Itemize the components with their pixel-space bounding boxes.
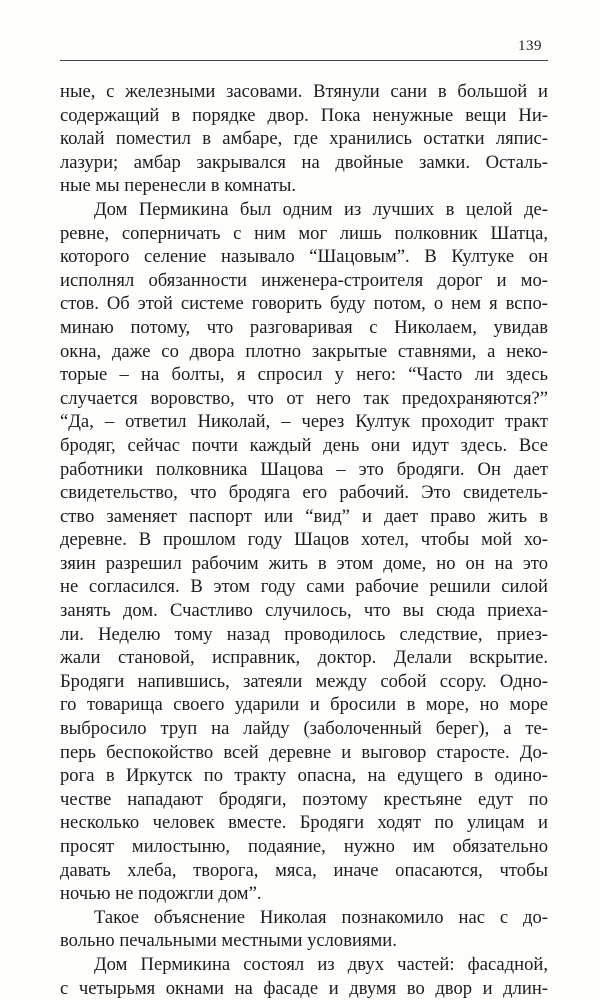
text-line: Дом Пермикина состоял из двух частей: фасадной, <box>94 953 548 975</box>
text-line: Дом Пермикина был одним из лучших в целой де- <box>94 198 548 220</box>
text-line: ные мы перенесли в комнаты. <box>60 175 297 197</box>
text-line: которого селение называло “Шацовым”. В Култуке он <box>60 246 548 268</box>
text-line: свидетельство, что бродяга его рабочий. Это свидетель- <box>60 482 548 504</box>
text-line: ревне, соперничать с ним мог лишь полковник Шатца, <box>60 222 548 244</box>
text-line: случается воровство, что от него так предохраняются?” <box>60 387 548 409</box>
text-line: окна, даже со двора плотно закрытые ставнями, а неко- <box>60 340 548 362</box>
text-line: вольно печальными местными условиями. <box>60 930 397 952</box>
text-line: ли. Неделю тому назад проводилось следствие, приез- <box>60 623 548 645</box>
text-line: ство заменяет паспорт или “вид” и дает право жить в <box>60 505 548 527</box>
text-line: давать хлеба, творога, мяса, иначе опасаются, чтобы <box>60 859 548 881</box>
text-line: работники полковника Шацова – это бродяги. Он дает <box>60 458 548 480</box>
text-line: колай поместил в амбаре, где хранились остатки ляпис- <box>60 128 548 150</box>
text-line: “Да, – ответил Николай, – через Култук проходит тракт <box>60 411 548 433</box>
text-line: минаю потому, что разговаривая с Николаем, увидав <box>60 316 548 338</box>
text-line: лазури; амбар закрывался на двойные замки. Осталь- <box>60 151 548 173</box>
text-line: исполнял обязанности инженера-строителя дорог и мо- <box>60 269 548 291</box>
text-line: бродяг, сейчас почти каждый день они идут здесь. Все <box>60 434 548 456</box>
text-line: жали становой, исправник, доктор. Делали вскрытие. <box>60 647 548 669</box>
text-line: ные, с железными засовами. Втянули сани в большой и <box>60 81 548 102</box>
header-rule <box>60 60 548 61</box>
text-line: честве нападают бродяги, поэтому крестьяне едут по <box>60 788 548 810</box>
text-line: Бродяги напившись, затеяли между собой ссору. Одно- <box>60 670 548 692</box>
text-line: выбросило труп на лайду (заболоченный берег), а те- <box>60 718 548 740</box>
text-line: го товарища своего ударили и бросили в море, но море <box>60 694 548 716</box>
text-line: Такое объяснение Николая познакомило нас с до- <box>94 906 548 928</box>
text-line: рога в Иркутск по тракту опасна, на едущего в одино- <box>60 765 548 787</box>
text-line: стов. Об этой системе говорить буду потом, о нем я вспо- <box>60 293 548 315</box>
body-text <box>60 80 548 1000</box>
text-line: не согласился. В этом году сами рабочие решили силой <box>60 576 548 598</box>
text-line: перь беспокойство всей деревне и выговор старосте. До- <box>60 741 548 763</box>
text-line: зяин разрешил рабочим жить в этом доме, но он на это <box>60 552 548 574</box>
text-line: несколько человек вместе. Бродяги ходят по улицам и <box>60 812 548 834</box>
text-line: ночью не подожгли дом”. <box>60 883 262 905</box>
page-number: 139 <box>518 38 542 54</box>
text-line: торые – на болты, я спросил у него: “Часто ли здесь <box>60 364 548 386</box>
text-line: занять дом. Счастливо случилось, что вы сюда приеха- <box>60 600 548 622</box>
text-line: деревне. В прошлом году Шацов хотел, чтобы мой хо- <box>60 529 548 551</box>
text-line: просят милостыню, подаяние, нужно им обязательно <box>60 836 548 857</box>
text-line: с четырьмя окнами на фасаде и двумя во двор и длин- <box>60 977 548 999</box>
text-line: содержащий в порядке двор. Пока ненужные вещи Ни- <box>60 104 548 126</box>
